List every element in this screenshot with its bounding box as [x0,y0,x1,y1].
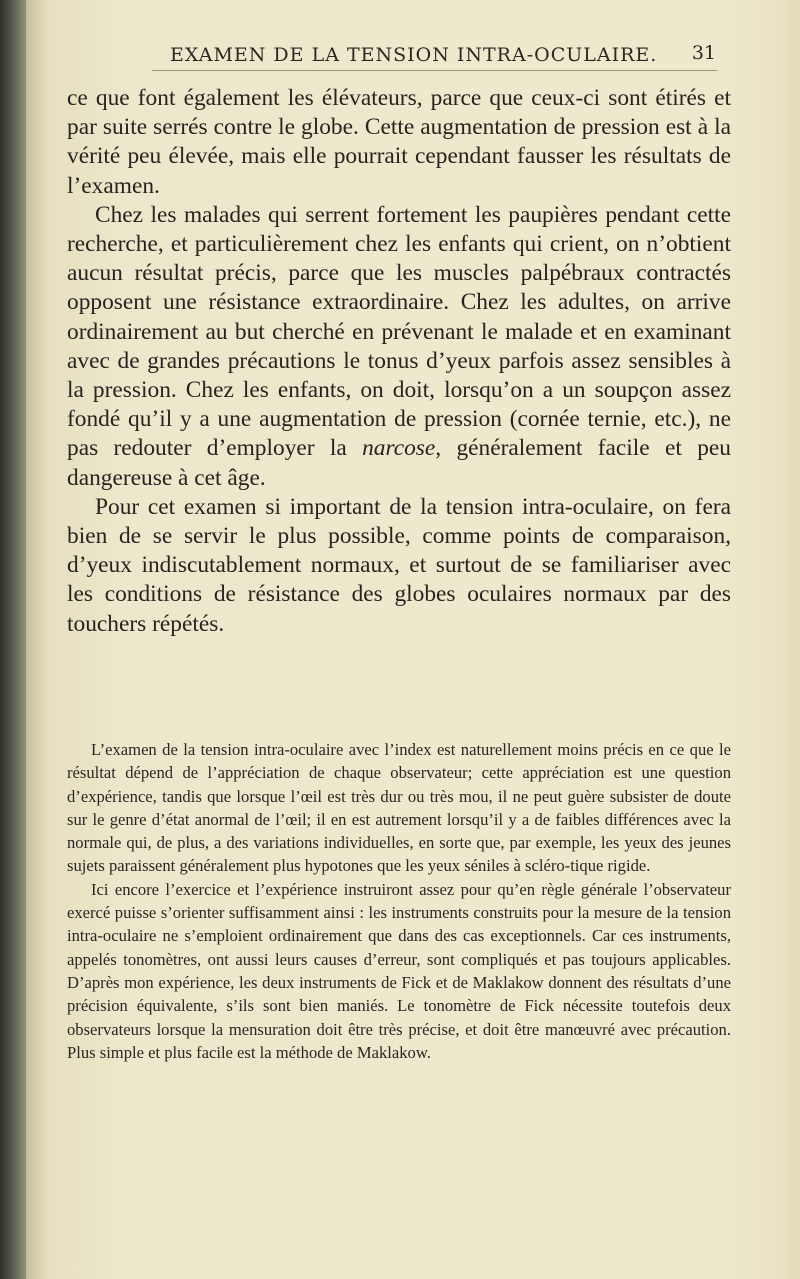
paragraph-2-text: Chez les malades qui serrent fortement les paupières pendant cette recherche, et particulièrement chez les enfants qui crient, on n’obtient aucun résultat précis, parce que les muscles palpébraux contractés opposent une résistance extraordinaire. Chez les adultes, on arrive ordinairement au but cherché en prévenant le malade et en examinant avec de grandes précautions le tonus d’yeux parfois assez sensibles à la pression. Chez les enfants, on doit, lorsqu’on a un soupçon assez fondé qu’il y a une augmentation de pression (cornée ternie, etc.), ne pas redouter d’employer la [67,201,731,462]
paragraph-2-italic: narcose [362,435,436,462]
paragraph-2 [67,201,731,493]
paragraph-2-end: , généralement facile et peu dangereuse à cet âge. [67,435,731,491]
small-print-notes [67,738,731,1064]
page-header [150,38,716,70]
page-number: 31 [691,42,716,64]
running-head: EXAMEN DE LA TENSION INTRA-OCULAIRE. [170,44,658,66]
note-1: L’examen de la tension intra-oculaire avec l’index est naturellement moins précis en ce que le résultat dépend de l’appréciation de chaque observateur; cette appréciation est une question d’expérience, tandis que lorsque l’œil est très dur ou très mou, il ne peut guère subsister de doute sur le genre d’état anormal de l’œil; il en est autrement lorsqu’il y a de faibles différences avec la normale qui, de plus, a des variations individuelles, en sorte que, par exemple, les yeux des jeunes sujets paraissent généralement plus hypotones que les yeux séniles à scléro-tique rigide. [67,740,731,876]
book-spine-shadow [0,0,26,1279]
paragraph-3: Pour cet examen si important de la tension intra-oculaire, on fera bien de se servir le plus possible, comme points de comparaison, d’yeux indiscutablement normaux, et surtout de se familiariser avec les conditions de résistance des globes oculaires normaux par des touchers répétés. [67,493,731,637]
paragraph-1: ce que font également les élévateurs, parce que ceux-ci sont étirés et par suite serrés contre le globe. Cette augmentation de pression est à la vérité peu élevée, mais elle pourrait cependant fausser les résultats de l’examen. [67,85,731,199]
header-rule [152,70,717,71]
note-2: Ici encore l’exercice et l’expérience instruiront assez pour qu’en règle générale l’observateur exercé puisse s’orienter suffisamment ainsi : les instruments construits pour la mesure de la tension intra-oculaire ne s’emploient ordinairement que dans des cas exceptionnels. Car ces instruments, appelés tonomètres, ont aussi leurs causes d’erreur, sont compliqués et pas toujours applicables. D’après mon expérience, les deux instruments de Fick et de Maklakow donnent des résultats d’une précision équivalente, s’ils sont bien maniés. Le tonomètre de Fick nécessite toutefois deux observateurs lorsque la mensuration doit être très précise, et doit être manœuvré avec précaution. Plus simple et plus facile est la méthode de Maklakow. [67,879,731,1062]
main-text [67,84,731,639]
